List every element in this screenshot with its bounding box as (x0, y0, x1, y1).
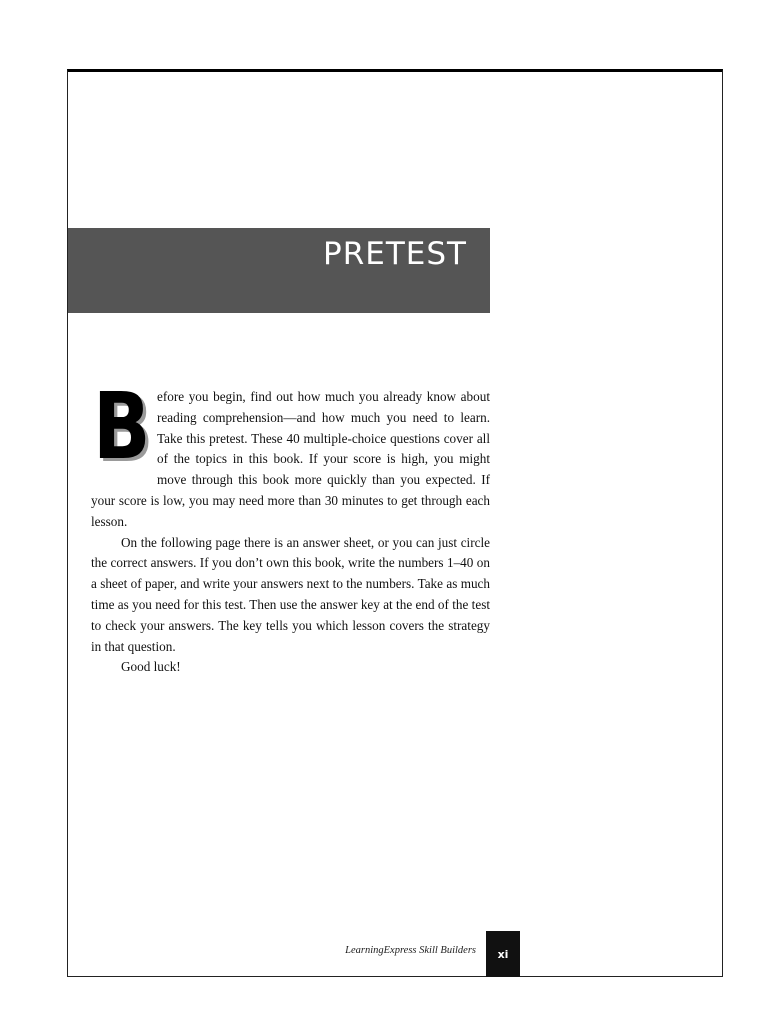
page-number: xi (497, 948, 509, 961)
drop-cap (91, 373, 151, 480)
footer-series-title: LearningExpress Skill Builders (345, 945, 476, 956)
intro-paragraph-1: efore you begin, find out how much you already know about reading comprehension—and how much you need to learn. Take this pretest. These 40 multiple-choice questions cover all of the topics in this book. If your score is high, you might move through this book more quickly than you expected. If your score is low, you may need more than 30 minutes to get through each lesson. (91, 389, 490, 529)
title-banner (68, 228, 490, 313)
intro-paragraph-2: On the following page there is an answer sheet, or you can just circle the correct answers. If you don’t own this book, write the numbers 1–40 on a sheet of paper, and write your answers next to the numbers. Take as much time as you need for this test. Then use the answer key at the end of the test to check your answers. The key tells you which lesson covers the strategy in that question. (91, 534, 490, 654)
drop-cap-letter: B (93, 373, 151, 480)
page-title: PRETEST (323, 236, 467, 272)
intro-paragraph-3: Good luck! (121, 659, 181, 675)
intro-text (91, 373, 490, 678)
page-number-box (486, 931, 520, 977)
